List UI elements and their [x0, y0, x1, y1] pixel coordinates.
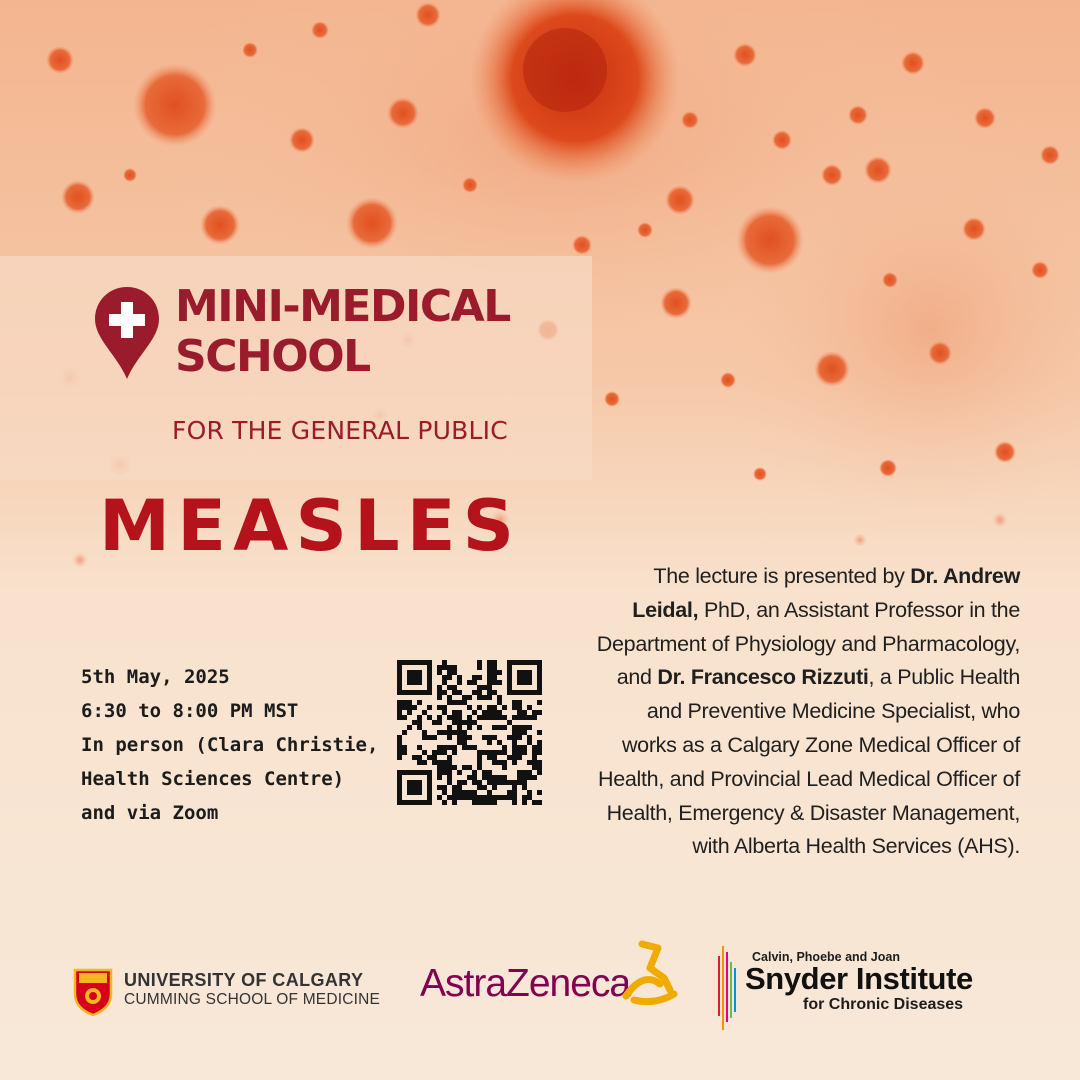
university-logo-text — [124, 970, 380, 1010]
snyder-institute-subtitle: for Chronic Diseases — [803, 996, 964, 1013]
program-title-line1: MINI-MEDICAL — [175, 281, 510, 332]
description-end: , a Public Health and Preventive Medicine Specialist, who works as a Calgary Zone Medical Officer of Health, and Provincial Lead Medical Officer of Health, Emergency & Disaster Management, with Alberta Health Services (AHS). — [597, 665, 1020, 859]
astrazeneca-symbol-icon — [620, 938, 680, 1012]
event-venue-line1: In person (Clara Christie, — [81, 734, 379, 756]
registration-qr-code[interactable] — [397, 660, 542, 805]
event-venue-line2: Health Sciences Centre) — [81, 768, 345, 790]
speaker-2-name: Dr. Francesco Rizzuti — [657, 665, 869, 690]
university-crest-icon — [73, 968, 113, 1020]
sponsor-logos — [0, 930, 1080, 1040]
university-name: UNIVERSITY OF CALGARY — [124, 970, 364, 990]
snyder-donors: Calvin, Phoebe and Joan — [752, 950, 900, 964]
program-title — [175, 282, 510, 382]
astrazeneca-wordmark: AstraZeneca — [420, 962, 631, 1005]
program-subtitle: FOR THE GENERAL PUBLIC — [172, 416, 508, 445]
event-details — [81, 660, 378, 830]
event-time: 6:30 to 8:00 PM MST — [81, 700, 299, 722]
event-venue-line3: and via Zoom — [81, 802, 219, 824]
description-middle: PhD, an Assistant Professor in the Department of Physiology and Pharmacology, and — [596, 597, 1020, 690]
snyder-bars-icon — [718, 944, 740, 1034]
lecture-topic-headline: MEASLES — [99, 485, 522, 567]
lecture-description — [588, 560, 1020, 864]
snyder-institute-name: Snyder Institute — [745, 961, 973, 996]
description-intro: The lecture is presented by — [653, 564, 911, 588]
speaker-1-name: Dr. Andrew Leidal, — [632, 564, 1020, 622]
event-date: 5th May, 2025 — [81, 666, 230, 688]
medical-pin-icon — [95, 287, 159, 383]
program-title-line2: SCHOOL — [175, 331, 370, 382]
school-name: CUMMING SCHOOL OF MEDICINE — [124, 991, 381, 1008]
